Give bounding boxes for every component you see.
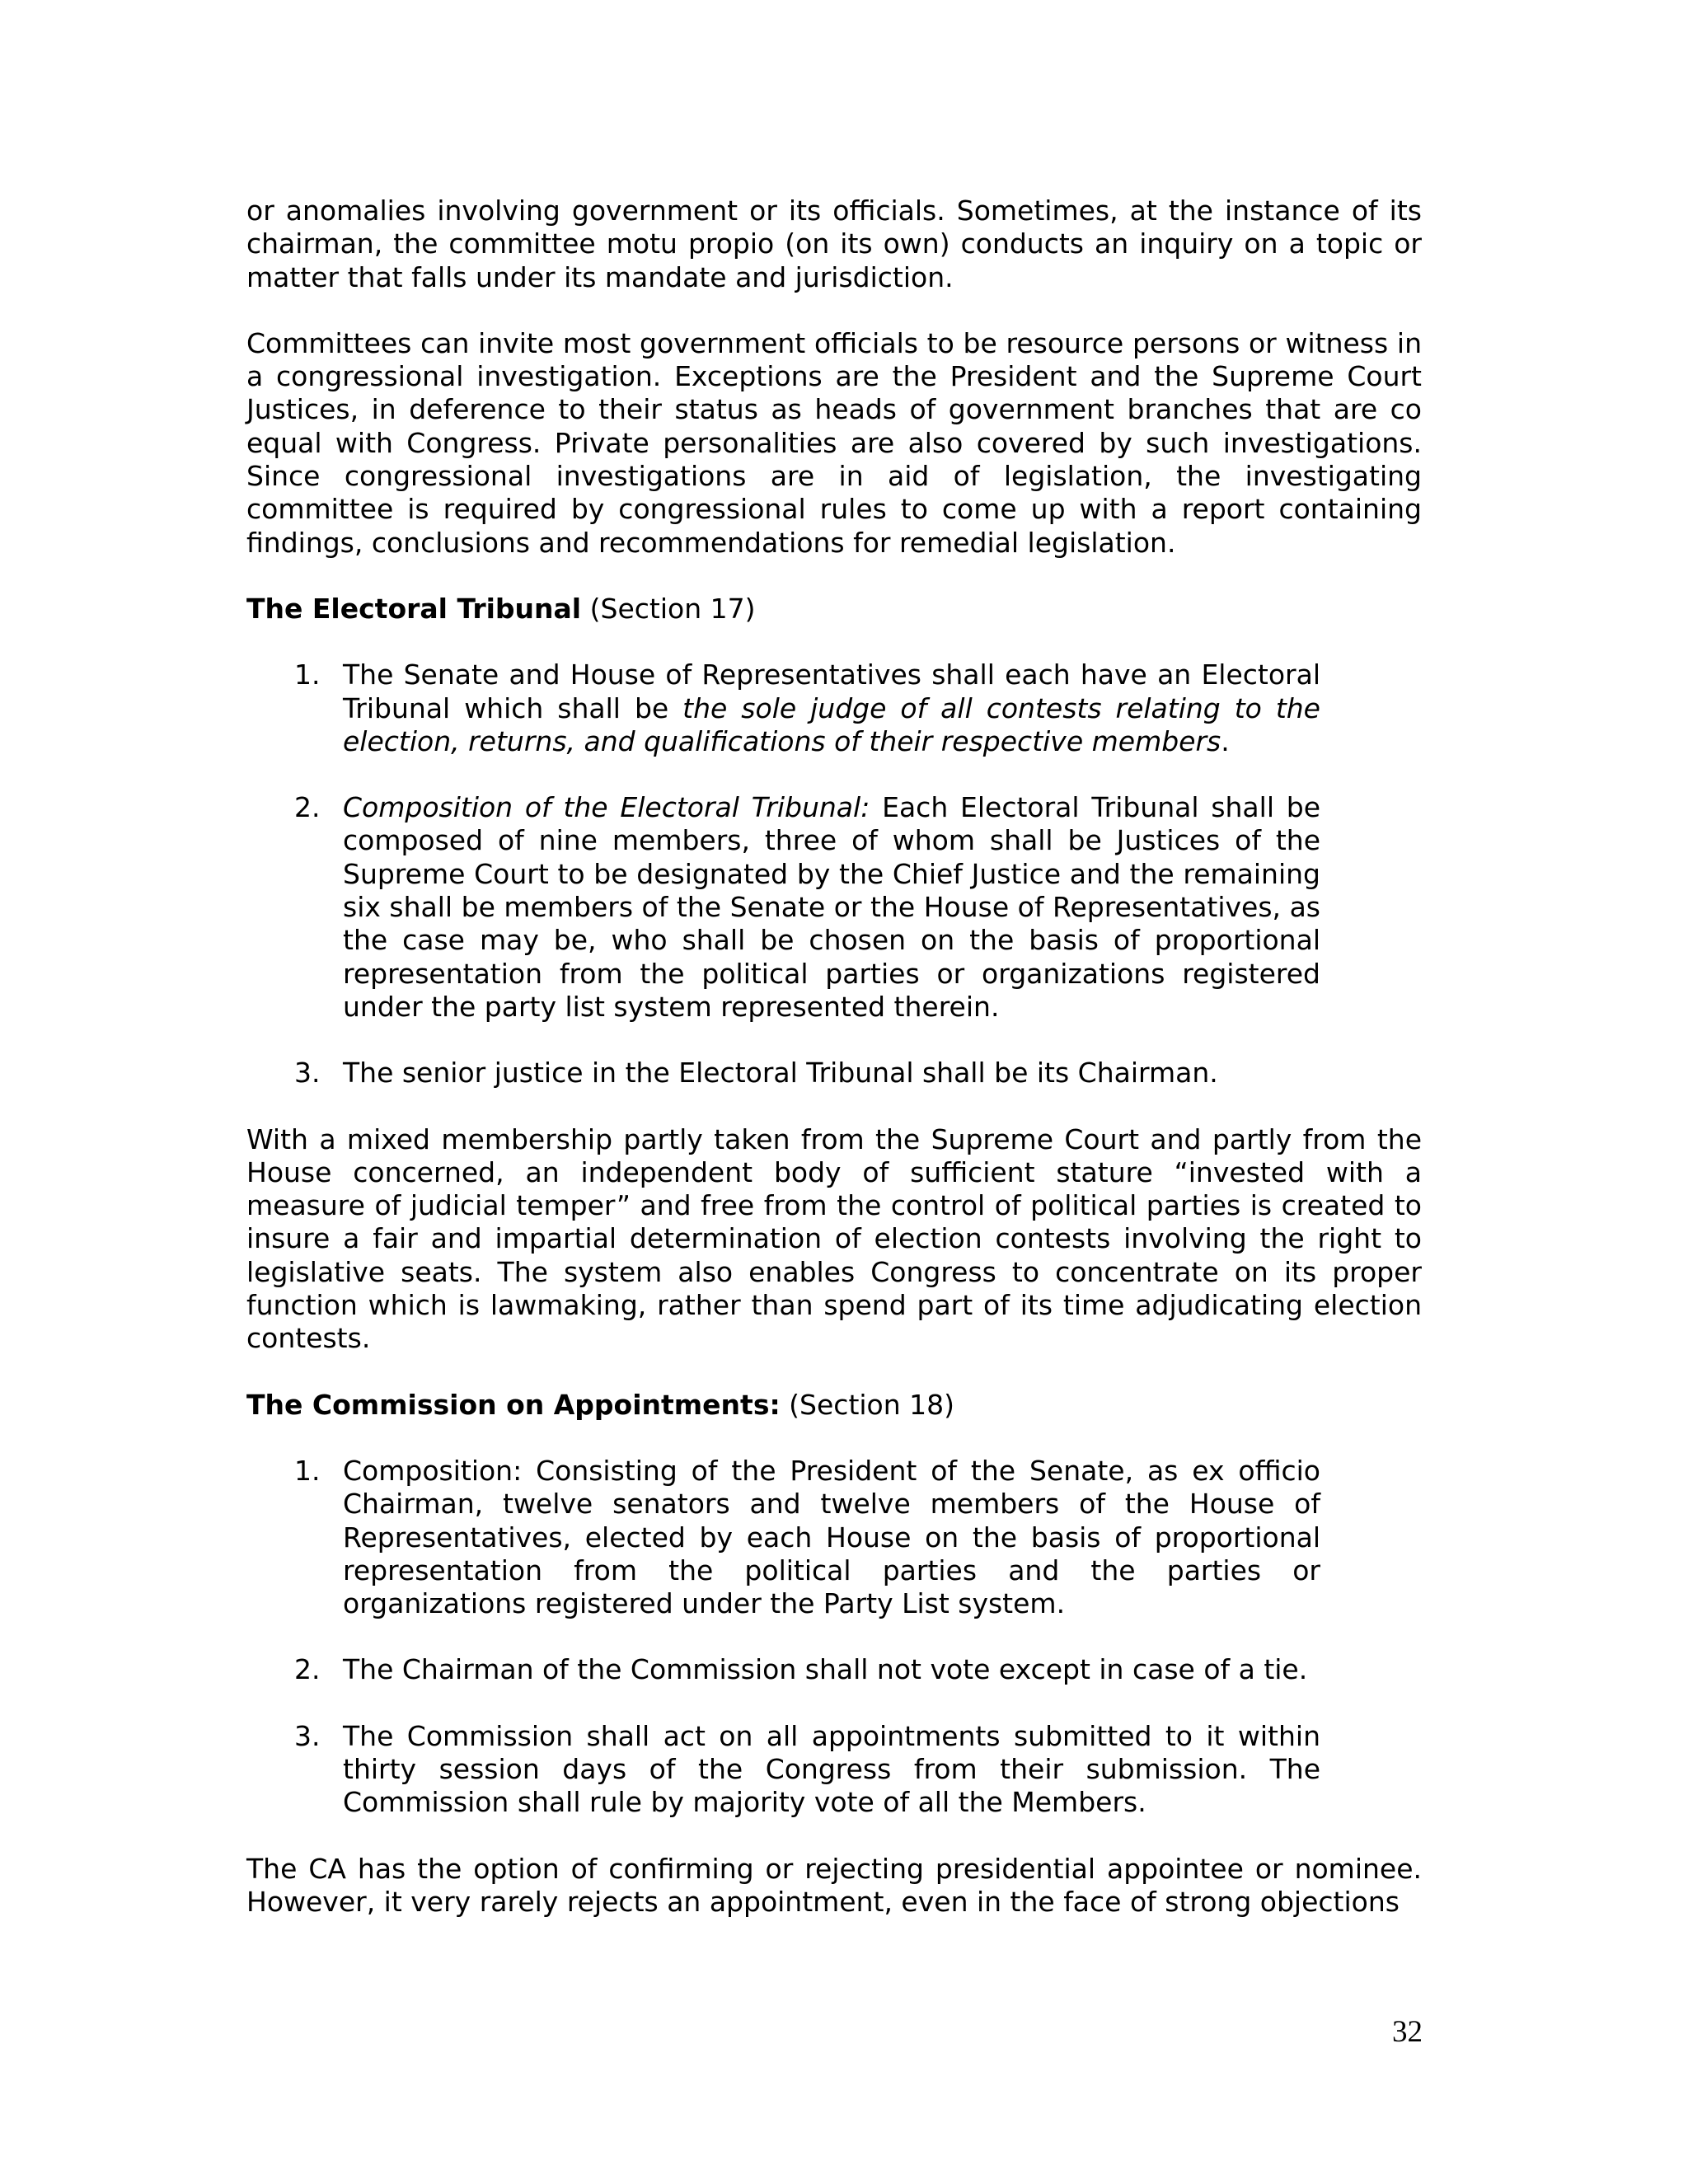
list-text-italic: Composition of the Electoral Tribunal:	[343, 791, 870, 824]
list-number: 2.	[294, 1653, 321, 1686]
commission-title: The Commission on Appointments:	[246, 1388, 781, 1421]
list-number: 2.	[294, 791, 321, 824]
electoral-tribunal-list	[246, 658, 1422, 1090]
commission-section: (Section 18)	[789, 1388, 955, 1421]
list-item	[246, 1057, 1320, 1090]
electoral-tribunal-title: The Electoral Tribunal	[246, 592, 582, 625]
electoral-tribunal-section: (Section 17)	[589, 592, 756, 625]
list-item	[246, 791, 1320, 1024]
list-text: The Senate and House of Representatives shall each have an Electoral Tribunal which shall be	[343, 658, 1320, 724]
list-number: 1.	[294, 658, 321, 691]
list-item	[246, 658, 1320, 758]
list-item	[246, 1455, 1320, 1620]
list-text: The Commission shall act on all appointments submitted to it within thirty session days of the Congress from their submission. The Commission shall rule by majority vote of all the Members.	[343, 1719, 1320, 1819]
list-text-italic: the sole judge of all contests relating to the election, returns, and qualifications of their respective members	[343, 691, 1320, 757]
list-text: Composition: Consisting of the President of the Senate, as ex officio Chairman, twelve senators and twelve members of the House of Representatives, elected by each House on the basis of proportional representation from the political parties and the parties or organizations registered under the Party List system.	[343, 1454, 1320, 1620]
electoral-tribunal-heading	[246, 593, 1422, 626]
committees-paragraph: Committees can invite most government officials to be resource persons or witness in a congressional investigation. Exceptions are the President and the Supreme Court Justices, in deference to their status as heads of government branches that are co equal with Congress. Private personalities are also covered by such investigations. Since congressional investigations are in aid of legislation, the investigating committee is required by congressional rules to come up with a report containing findings, conclusions and recommendations for remedial legislation.	[246, 326, 1422, 559]
list-number: 1.	[294, 1454, 321, 1487]
list-number: 3.	[294, 1719, 321, 1752]
list-text: Each Electoral Tribunal shall be composed of nine members, three of whom shall be Justices of the Supreme Court to be designated by the Chief Justice and the remaining six shall be members of the Senate or the House of Representatives, as the case may be, who shall be chosen on the basis of proportional representation from the political parties or organizations registered under the party list system represented therein.	[343, 791, 1321, 1023]
document-page	[246, 194, 1422, 1919]
electoral-tribunal-paragraph: With a mixed membership partly taken from the Supreme Court and partly from the House concerned, an independent body of sufficient stature “invested with a measure of judicial temper” and free from the control of political parties is created to insure a fair and impartial determination of election contests involving the right to legislative seats. The system also enables Congress to concentrate on its proper function which is lawmaking, rather than spend part of its time adjudicating election contests.	[246, 1122, 1422, 1355]
list-item	[246, 1653, 1320, 1686]
list-text: The senior justice in the Electoral Tribunal shall be its Chairman.	[343, 1057, 1218, 1090]
commission-list	[246, 1455, 1422, 1820]
list-number: 3.	[294, 1057, 321, 1090]
intro-paragraph: or anomalies involving government or its officials. Sometimes, at the instance of its chairman, the committee motu propio (on its own) conducts an inquiry on a topic or matter that falls under its mandate and jurisdiction.	[246, 194, 1422, 293]
commission-paragraph: The CA has the option of confirming or rejecting presidential appointee or nominee. However, it very rarely rejects an appointment, even in the face of strong objections	[246, 1852, 1422, 1918]
list-text-end: .	[1221, 724, 1230, 757]
page-number: 32	[1392, 2015, 1423, 2049]
list-text: The Chairman of the Commission shall not vote except in case of a tie.	[343, 1653, 1308, 1686]
commission-heading	[246, 1389, 1422, 1422]
list-item	[246, 1720, 1320, 1820]
